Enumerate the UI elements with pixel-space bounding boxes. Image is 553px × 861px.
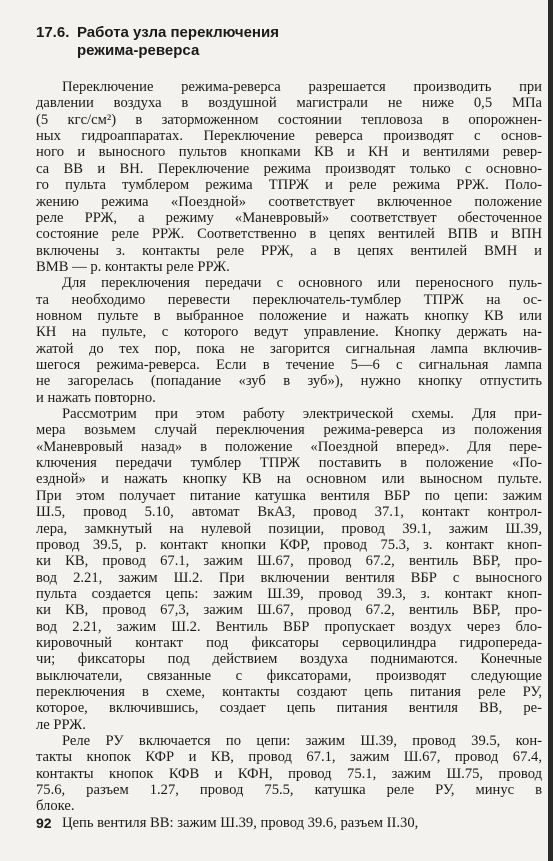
- text-line: включены з. контакты реле РРЖ, а в цепях вентилей ВМН и: [36, 242, 542, 259]
- text-line: ле РРЖ.: [36, 716, 86, 733]
- text-line: ного и выносного пультов кнопками КВ и КН и вентилями ревер-: [36, 144, 542, 161]
- text-line: жатой до тех пор, пока не загорится сигнальная лампа включив-: [36, 340, 542, 357]
- section-title-line-1: Работа узла переключения: [77, 24, 279, 41]
- text-line: давлении воздуха в воздушной магистрали не ниже 0,5 МПа: [36, 95, 542, 112]
- text-line: которое, включившись, создает цепь питания вентиля ВВ, ре-: [36, 700, 542, 717]
- text-line: блоке.: [36, 798, 75, 815]
- section-number: 17.6.: [36, 24, 70, 41]
- text-line: КН на пульте, с которого ведут управление. Кнопку держать на-: [36, 324, 542, 341]
- text-line: выключатели, связанные с фиксаторами, производят следующие: [36, 667, 542, 684]
- text-line: такты кнопок КФР и КВ, провод 67.1, зажим Ш.67, провод 67.4,: [36, 749, 542, 766]
- text-line: Ш.5, провод 5.10, автомат ВкАЗ, провод 37.1, контакт контрол-: [36, 504, 542, 521]
- text-line: ключения передачи тумблер ТПРЖ поставить в положение «По-: [36, 455, 542, 472]
- text-line: состояние реле РРЖ. Соответственно в цепях вентилей ВПВ и ВПН: [36, 226, 542, 243]
- text-line: вод 2.21, зажим Ш.2. При включении вентиля ВБР с выносного: [36, 569, 542, 586]
- text-line: жению режима «Поездной» соответствует включенное положение: [36, 193, 542, 210]
- text-line: новном пульте в выбранное положение и нажать кнопку КВ или: [36, 307, 542, 324]
- text-line: провод 39.5, р. контакт кнопки КФР, провод 75.3, з. контакт кноп-: [36, 536, 542, 553]
- text-line: ки КВ, провод 67.1, зажим Ш.67, провод 67.2, вентиль ВБР, про-: [36, 553, 542, 570]
- text-line: ездной» и нажать кнопку КВ на основном или выносном пульте.: [36, 471, 542, 488]
- text-line: пульта создается цепь: зажим Ш.39, провод 39.3, з. контакт кноп-: [36, 585, 542, 602]
- page-number: 92: [36, 815, 52, 831]
- text-line: «Маневровый назад» в положение «Поездной вперед». Для пере-: [36, 438, 542, 455]
- text-line: При этом получает питание катушка вентиля ВБР по цепи: зажим: [36, 487, 542, 504]
- text-line: не загорелась (попадание «зуб в зуб»), нужно кнопку отпустить: [36, 373, 542, 390]
- text-line: 75.6, разъем 1.27, провод 75.5, катушка реле РУ, минус в: [36, 782, 542, 799]
- text-line: лера, замкнутый на нулевой позиции, провод 39.1, зажим Ш.39,: [36, 520, 542, 537]
- text-line: ки КВ, провод 67,3, зажим Ш.67, провод 67.2, вентиль ВБР, про-: [36, 602, 542, 619]
- text-line: переключения в схеме, контакты создают цепь питания реле РУ,: [36, 684, 542, 700]
- text-line: ВМВ — р. контакты реле РРЖ.: [36, 258, 230, 275]
- text-line: ных гидроаппаратах. Переключение реверса производят с основ-: [36, 128, 542, 145]
- text-line: контакты кнопок КФВ и КФН, провод 75.1, зажим Ш.75, провод: [36, 765, 542, 782]
- text-line: Реле РУ включается по цепи: зажим Ш.39, провод 39.5, кон-: [62, 733, 542, 749]
- text-line: чи; фиксаторы под действием воздуха поднимаются. Конечные: [36, 651, 542, 668]
- text-line: реле РРЖ, а режиму «Маневровый» соответствует обесточенное: [36, 209, 542, 226]
- text-line: Рассмотрим при этом работу электрической схемы. Для при-: [62, 406, 542, 422]
- text-line: та необходимо перевести переключатель-тумблер ТПРЖ на ос-: [36, 291, 542, 308]
- text-line: и нажать повторно.: [36, 389, 156, 406]
- text-line: (5 кгс/см²) в заторможенном состоянии тепловоза в опорожнен-: [36, 111, 542, 128]
- text-line: кировочный контакт под фиксаторы сервоцилиндра гидропереда-: [36, 634, 542, 651]
- text-line: го пульта тумблером режима ТПРЖ и реле режима РРЖ. Поло-: [36, 177, 542, 194]
- section-title-line-2: режима-реверса: [77, 42, 200, 59]
- text-line: Переключение режима-реверса разрешается производить при: [62, 79, 542, 95]
- scan-edge: [548, 0, 553, 861]
- text-line: мера возьмем случай переключения режима-реверса из положения: [36, 422, 542, 439]
- text-line: Для переключения передачи с основного или переносного пуль-: [62, 275, 542, 292]
- text-line: Цепь вентиля ВВ: зажим Ш.39, провод 39.6, разъем II.30,: [62, 814, 419, 831]
- text-line: вод 2.21, зажим Ш.2. Вентиль ВБР пропускает воздух через бло-: [36, 618, 542, 635]
- section-heading: [36, 24, 496, 60]
- text-line: са ВВ и ВН. Переключение режима производят только с основно-: [36, 160, 542, 177]
- text-line: шегося режима-реверса. Если в течение 5—6 с сигнальная лампа: [36, 357, 542, 373]
